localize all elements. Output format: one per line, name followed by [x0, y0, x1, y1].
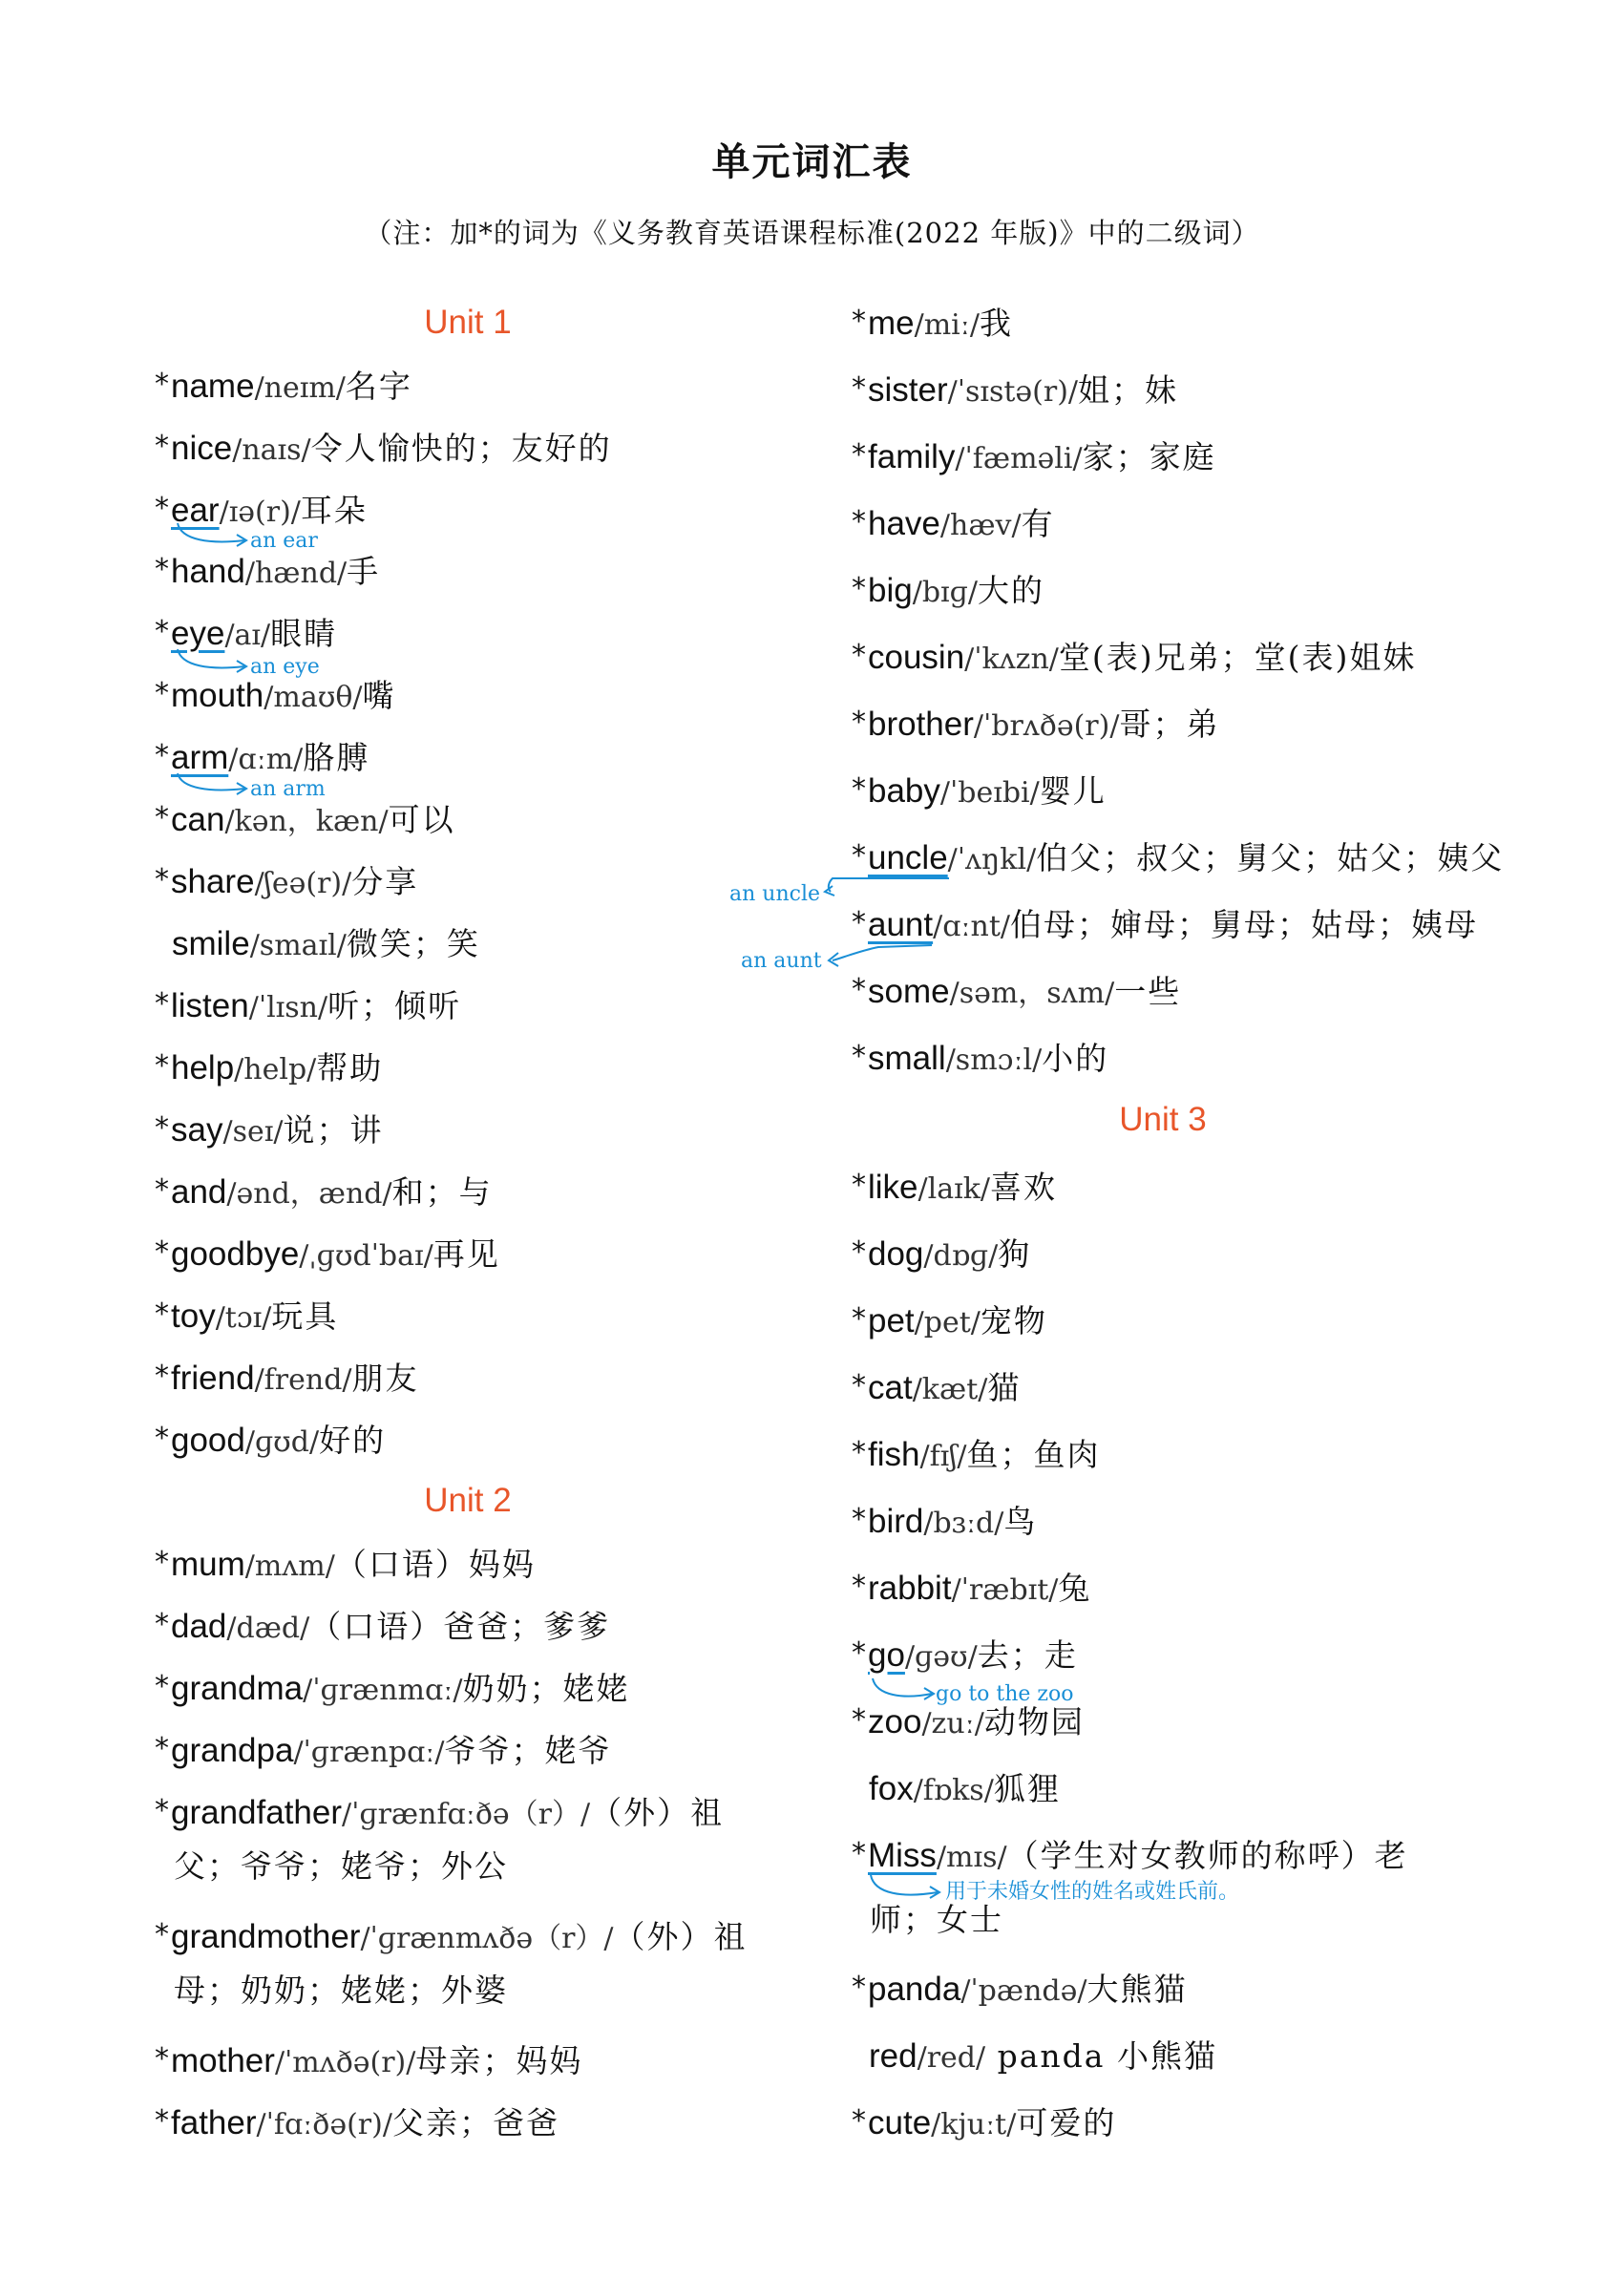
meaning: （外）祖 — [590, 1794, 725, 1831]
phonetic: /mʌm/ — [244, 1550, 335, 1583]
entry-bird — [852, 1502, 1037, 1544]
meaning: 伯母；婶母；舅母；姑母；姨母 — [1010, 906, 1479, 943]
phonetic: /miː/ — [914, 308, 980, 342]
core-word-star: * — [155, 1732, 169, 1765]
core-word-star: * — [852, 772, 866, 806]
phonetic: /ˈpændə/ — [960, 1974, 1087, 2008]
meaning: 婴儿 — [1039, 772, 1107, 810]
word: share — [171, 863, 255, 900]
word: toy — [171, 1297, 216, 1335]
phonetic: /maʊθ/ — [264, 681, 363, 714]
core-word-star: * — [852, 973, 866, 1006]
core-word-star: * — [852, 706, 866, 739]
word: mother — [171, 2042, 275, 2079]
phonetic: /frend/ — [254, 1363, 352, 1397]
entry-ear — [155, 491, 368, 533]
entry-dad — [155, 1607, 610, 1649]
phonetic: /hænd/ — [244, 557, 348, 590]
annotation-an-ear: an ear — [250, 529, 318, 553]
core-word-star: * — [155, 1049, 169, 1083]
entry-eye — [155, 614, 337, 656]
meaning: 兔 — [1058, 1570, 1092, 1607]
core-word-star: * — [852, 1235, 866, 1269]
phonetic: /mɪs/ — [936, 1841, 1007, 1874]
entry-small — [852, 1039, 1108, 1081]
word: cat — [868, 1369, 913, 1406]
annotation-go-to-the-zoo: go to the zoo — [936, 1682, 1074, 1706]
meaning: 堂(表)兄弟；堂(表)姐妹 — [1058, 639, 1417, 676]
core-word-star: * — [852, 639, 866, 672]
meaning: （口语）爸爸；爹爹 — [309, 1608, 611, 1645]
phonetic: /ˈɡrænfɑːðə（r）/ — [342, 1798, 591, 1831]
meaning: 狗 — [998, 1235, 1032, 1273]
meaning: 鸟 — [1003, 1503, 1038, 1540]
phonetic: /aɪ/ — [224, 619, 271, 652]
meaning: 分享 — [351, 863, 419, 900]
word: arm — [171, 739, 229, 776]
phonetic: /bɪɡ/ — [912, 576, 978, 609]
phonetic: /ˌɡʊdˈbaɪ/ — [299, 1239, 433, 1273]
meaning: panda 小熊猫 — [985, 2037, 1217, 2075]
unit-2-heading: Unit 2 — [424, 1482, 512, 1519]
annotation-an-aunt: an aunt — [741, 949, 822, 973]
core-word-star: * — [852, 1703, 866, 1737]
core-word-star: * — [852, 2104, 866, 2138]
word: ear — [171, 492, 220, 529]
meaning: 父亲；爸爸 — [391, 2104, 559, 2141]
entry-share — [155, 862, 418, 904]
core-word-star: * — [852, 1169, 866, 1202]
core-word-star: * — [155, 1173, 169, 1207]
word: big — [868, 572, 913, 609]
entry-toy — [155, 1297, 338, 1339]
core-word-star: * — [852, 1636, 866, 1670]
word: grandma — [171, 1670, 304, 1707]
meaning: （外）祖 — [613, 1918, 748, 1955]
entry-me — [852, 304, 1013, 346]
phonetic: /səm，sʌm/ — [949, 977, 1115, 1010]
entry-mother — [155, 2041, 582, 2083]
arrow-uncle — [825, 878, 949, 896]
entry-like — [852, 1168, 1057, 1210]
core-word-star: * — [155, 368, 169, 401]
word: cute — [868, 2104, 932, 2141]
meaning: 和；与 — [391, 1173, 493, 1211]
meaning: 去；走 — [977, 1636, 1078, 1674]
phonetic: /pet/ — [914, 1306, 981, 1339]
phonetic: /ˈkʌzn/ — [964, 643, 1059, 676]
entry-smile — [172, 924, 480, 966]
phonetic: /ˈʌŋkl/ — [947, 843, 1037, 876]
phonetic: /red/ — [917, 2041, 986, 2075]
entry-miss — [852, 1836, 1408, 1878]
core-word-star: * — [155, 1608, 169, 1641]
arrow-go — [873, 1678, 934, 1699]
page-note: （注：加*的词为《义务教育英语课程标准(2022 年版)》中的二级词） — [364, 217, 1260, 249]
entry-panda — [852, 1970, 1187, 2012]
core-word-star: * — [155, 739, 169, 772]
word: can — [171, 801, 225, 838]
entry-fox — [869, 1769, 1061, 1811]
phonetic: /ɑːnt/ — [933, 910, 1011, 943]
entry-good — [155, 1421, 386, 1463]
phonetic: /ˈbeɪbi/ — [939, 776, 1040, 810]
word: eye — [171, 615, 225, 652]
word: panda — [868, 1971, 961, 2008]
meaning: 手 — [347, 553, 381, 590]
core-word-star: * — [155, 1546, 169, 1579]
core-word-star: * — [155, 1111, 169, 1145]
meaning: 大的 — [977, 572, 1044, 609]
word: small — [868, 1040, 946, 1077]
entry-big — [852, 571, 1044, 613]
word: mum — [171, 1546, 245, 1583]
entry-goodbye — [155, 1234, 500, 1276]
entry-say — [155, 1110, 383, 1152]
core-word-star: * — [852, 1837, 866, 1870]
meaning: 眼睛 — [270, 615, 338, 652]
word: name — [171, 368, 255, 405]
meaning: 说；讲 — [283, 1111, 384, 1149]
page-title: 单元词汇表 — [711, 140, 913, 184]
phonetic: /ˈsɪstə(r)/ — [947, 375, 1079, 409]
entry-father — [155, 2103, 559, 2145]
core-word-star: * — [852, 305, 866, 338]
word: family — [868, 438, 956, 475]
word: zoo — [868, 1703, 922, 1740]
word: rabbit — [868, 1570, 952, 1607]
meaning: 宠物 — [980, 1302, 1047, 1339]
phonetic: /smɔːl/ — [945, 1044, 1043, 1077]
annotation-miss-usage: 用于未婚女性的姓名或姓氏前。 — [945, 1880, 1240, 1904]
word: me — [868, 305, 915, 342]
meaning: 微笑；笑 — [346, 925, 480, 962]
phonetic: /ˈfɑːðə(r)/ — [256, 2108, 392, 2141]
phonetic: /ˈræbɪt/ — [951, 1573, 1059, 1607]
word: listen — [171, 987, 249, 1024]
word: friend — [171, 1360, 255, 1397]
entry-fish — [852, 1435, 1101, 1477]
phonetic: /ɪə(r)/ — [219, 496, 301, 529]
annotation-an-arm: an arm — [250, 777, 326, 801]
phonetic: /tɔɪ/ — [215, 1301, 272, 1335]
core-word-star: * — [155, 1422, 169, 1455]
entry-brother — [852, 705, 1219, 747]
meaning: 令人愉快的；友好的 — [310, 430, 612, 467]
core-word-star: * — [155, 492, 169, 525]
entry-have — [852, 504, 1055, 546]
core-word-star: * — [155, 987, 169, 1021]
word: fox — [869, 1770, 914, 1807]
core-word-star: * — [155, 863, 169, 896]
core-word-star: * — [155, 1670, 169, 1703]
core-word-star: * — [155, 430, 169, 463]
phonetic: /laɪk/ — [917, 1172, 990, 1206]
meaning: 可爱的 — [1016, 2104, 1117, 2141]
meaning: 姐；妹 — [1078, 371, 1179, 409]
meaning: 好的 — [319, 1422, 387, 1459]
word: say — [171, 1111, 223, 1149]
entry-cousin — [852, 638, 1416, 680]
core-word-star: * — [852, 438, 866, 472]
core-word-star: * — [852, 1369, 866, 1403]
unit-3-heading: Unit 3 — [1119, 1101, 1207, 1138]
word: like — [868, 1169, 918, 1206]
meaning: 奶奶；姥姥 — [462, 1670, 630, 1707]
phonetic: /dæd/ — [226, 1612, 310, 1645]
word: help — [171, 1049, 235, 1086]
entry-grandmother — [155, 1917, 748, 1959]
meaning: 动物园 — [983, 1703, 1085, 1740]
entry-grandma — [155, 1669, 629, 1711]
entry-dog — [852, 1234, 1031, 1276]
unit-1-heading: Unit 1 — [424, 304, 512, 341]
entry-uncle — [852, 838, 1504, 880]
phonetic: /ˈbrʌðə(r)/ — [973, 709, 1120, 743]
core-word-star: * — [852, 572, 866, 605]
core-word-star: * — [852, 1040, 866, 1073]
meaning: 玩具 — [271, 1297, 339, 1335]
word: aunt — [868, 906, 934, 943]
meaning: 哥；弟 — [1119, 706, 1220, 743]
meaning: 帮助 — [316, 1049, 384, 1086]
core-word-star: * — [852, 1302, 866, 1336]
word: sister — [868, 371, 948, 409]
entry-name — [155, 367, 412, 409]
word: goodbye — [171, 1235, 300, 1273]
phonetic: /smaɪl/ — [249, 929, 347, 962]
meaning: 嘴 — [362, 677, 396, 714]
phonetic: /ˈfæməli/ — [955, 442, 1083, 475]
phonetic: /ɡəʊ/ — [904, 1640, 978, 1674]
word: have — [868, 505, 940, 542]
word: pet — [868, 1302, 915, 1339]
meaning: 可以 — [388, 801, 455, 838]
phonetic: /dɒɡ/ — [923, 1239, 999, 1273]
core-word-star: * — [155, 1235, 169, 1269]
word: cousin — [868, 639, 965, 676]
entry-can — [155, 800, 455, 842]
phonetic: /zuː/ — [921, 1707, 984, 1740]
word: hand — [171, 553, 245, 590]
entry-red — [869, 2036, 1217, 2078]
phonetic: /naɪs/ — [232, 433, 311, 467]
entry-zoo — [852, 1702, 1085, 1744]
core-word-star: * — [852, 1971, 866, 2004]
meaning: 朋友 — [351, 1360, 419, 1397]
phonetic: /seɪ/ — [222, 1115, 284, 1149]
meaning: 有 — [1021, 505, 1055, 542]
entry-grandfather — [155, 1793, 724, 1835]
word: uncle — [868, 839, 948, 876]
phonetic: /neɪm/ — [254, 371, 346, 405]
core-word-star: * — [155, 1918, 169, 1951]
core-word-star: * — [155, 1297, 169, 1331]
phonetic: /ʃeə(r)/ — [254, 867, 352, 900]
entry-cute — [852, 2103, 1116, 2145]
arrow-aunt — [829, 945, 932, 966]
word: grandpa — [171, 1732, 294, 1769]
phonetic: /ˈlɪsn/ — [248, 991, 328, 1024]
word: red — [869, 2037, 917, 2075]
grandmother-continuation: 母；奶奶；姥姥；外婆 — [174, 1972, 508, 2009]
entry-sister — [852, 370, 1178, 412]
meaning: 狐狸 — [993, 1770, 1061, 1807]
phonetic: /ˈmʌðə(r)/ — [274, 2046, 416, 2079]
core-word-star: * — [852, 1570, 866, 1603]
meaning: 猫 — [987, 1369, 1022, 1406]
core-word-star: * — [155, 1360, 169, 1393]
word: good — [171, 1422, 245, 1459]
entry-go — [852, 1635, 1078, 1677]
meaning: 一些 — [1114, 973, 1182, 1010]
word: father — [171, 2104, 257, 2141]
core-word-star: * — [155, 2042, 169, 2076]
word: grandfather — [171, 1794, 343, 1831]
phonetic: /fɪʃ/ — [919, 1440, 967, 1473]
phonetic: /kjuːt/ — [931, 2108, 1017, 2141]
entry-listen — [155, 986, 461, 1028]
word: and — [171, 1173, 227, 1211]
core-word-star: * — [852, 1436, 866, 1469]
core-word-star: * — [852, 1503, 866, 1536]
meaning: 胳膊 — [303, 739, 370, 776]
entry-mum — [155, 1545, 536, 1587]
core-word-star: * — [852, 371, 866, 405]
meaning: 大熊猫 — [1086, 1971, 1188, 2008]
phonetic: /hæv/ — [939, 509, 1022, 542]
word: bird — [868, 1503, 924, 1540]
phonetic: /ɡʊd/ — [244, 1425, 320, 1459]
meaning: 小的 — [1042, 1040, 1109, 1077]
entry-some — [852, 972, 1181, 1014]
meaning: 听；倾听 — [327, 987, 462, 1024]
phonetic: /ɑːm/ — [228, 743, 304, 776]
core-word-star: * — [155, 2104, 169, 2138]
meaning: 爷爷；姥爷 — [444, 1732, 612, 1769]
word: dog — [868, 1235, 924, 1273]
phonetic: /ənd，ænd/ — [226, 1177, 392, 1211]
core-word-star: * — [155, 677, 169, 710]
word: go — [868, 1636, 905, 1674]
miss-continuation: 师；女士 — [870, 1901, 1003, 1938]
meaning: 母亲；妈妈 — [415, 2042, 583, 2079]
core-word-star: * — [852, 906, 866, 939]
word: dad — [171, 1608, 227, 1645]
word: brother — [868, 706, 974, 743]
core-word-star: * — [155, 801, 169, 834]
meaning: 家；家庭 — [1082, 438, 1216, 475]
phonetic: /help/ — [234, 1053, 317, 1086]
annotation-an-eye: an eye — [250, 655, 320, 679]
entry-family — [852, 437, 1216, 479]
word: fish — [868, 1436, 920, 1473]
word: nice — [171, 430, 233, 467]
annotation-an-uncle: an uncle — [729, 882, 820, 906]
entry-pet — [852, 1301, 1047, 1343]
meaning: 鱼；鱼肉 — [966, 1436, 1101, 1473]
word: baby — [868, 772, 940, 810]
entry-hand — [155, 552, 380, 594]
phonetic: /kən，kæn/ — [224, 805, 389, 838]
core-word-star: * — [852, 505, 866, 538]
word: mouth — [171, 677, 264, 714]
phonetic: /kæt/ — [912, 1373, 988, 1406]
phonetic: /ˈɡrænpɑː/ — [293, 1736, 445, 1769]
phonetic: /fɒks/ — [913, 1774, 994, 1807]
meaning: （学生对女教师的称呼）老 — [1006, 1837, 1408, 1874]
entry-aunt — [852, 905, 1478, 947]
core-word-star: * — [155, 553, 169, 586]
entry-rabbit — [852, 1569, 1091, 1611]
meaning: 耳朵 — [300, 492, 368, 529]
entry-grandpa — [155, 1731, 612, 1773]
word: Miss — [868, 1837, 937, 1874]
entry-arm — [155, 738, 369, 780]
core-word-star: * — [852, 839, 866, 873]
entry-mouth — [155, 676, 396, 718]
meaning: 我 — [980, 305, 1013, 342]
entry-help — [155, 1048, 383, 1090]
entry-and — [155, 1172, 493, 1214]
word: some — [868, 973, 950, 1010]
arrow-miss — [871, 1875, 939, 1898]
entry-friend — [155, 1359, 419, 1401]
meaning: 伯父；叔父；舅父；姑父；姨父 — [1036, 839, 1505, 876]
phonetic: /bɜːd/ — [923, 1507, 1004, 1540]
word: grandmother — [171, 1918, 361, 1955]
core-word-star: * — [155, 615, 169, 648]
meaning: 再见 — [432, 1235, 500, 1273]
meaning: （口语）妈妈 — [334, 1546, 536, 1583]
phonetic: /ˈɡrænmʌðə（r）/ — [360, 1922, 614, 1955]
entry-nice — [155, 429, 612, 471]
meaning: 喜欢 — [990, 1169, 1057, 1206]
entry-cat — [852, 1368, 1021, 1410]
word: smile — [172, 925, 250, 962]
entry-baby — [852, 771, 1107, 813]
core-word-star: * — [155, 1794, 169, 1827]
phonetic: /ˈɡrænmɑː/ — [303, 1674, 463, 1707]
meaning: 名字 — [345, 368, 412, 405]
grandfather-continuation: 父；爷爷；姥爷；外公 — [174, 1847, 508, 1885]
